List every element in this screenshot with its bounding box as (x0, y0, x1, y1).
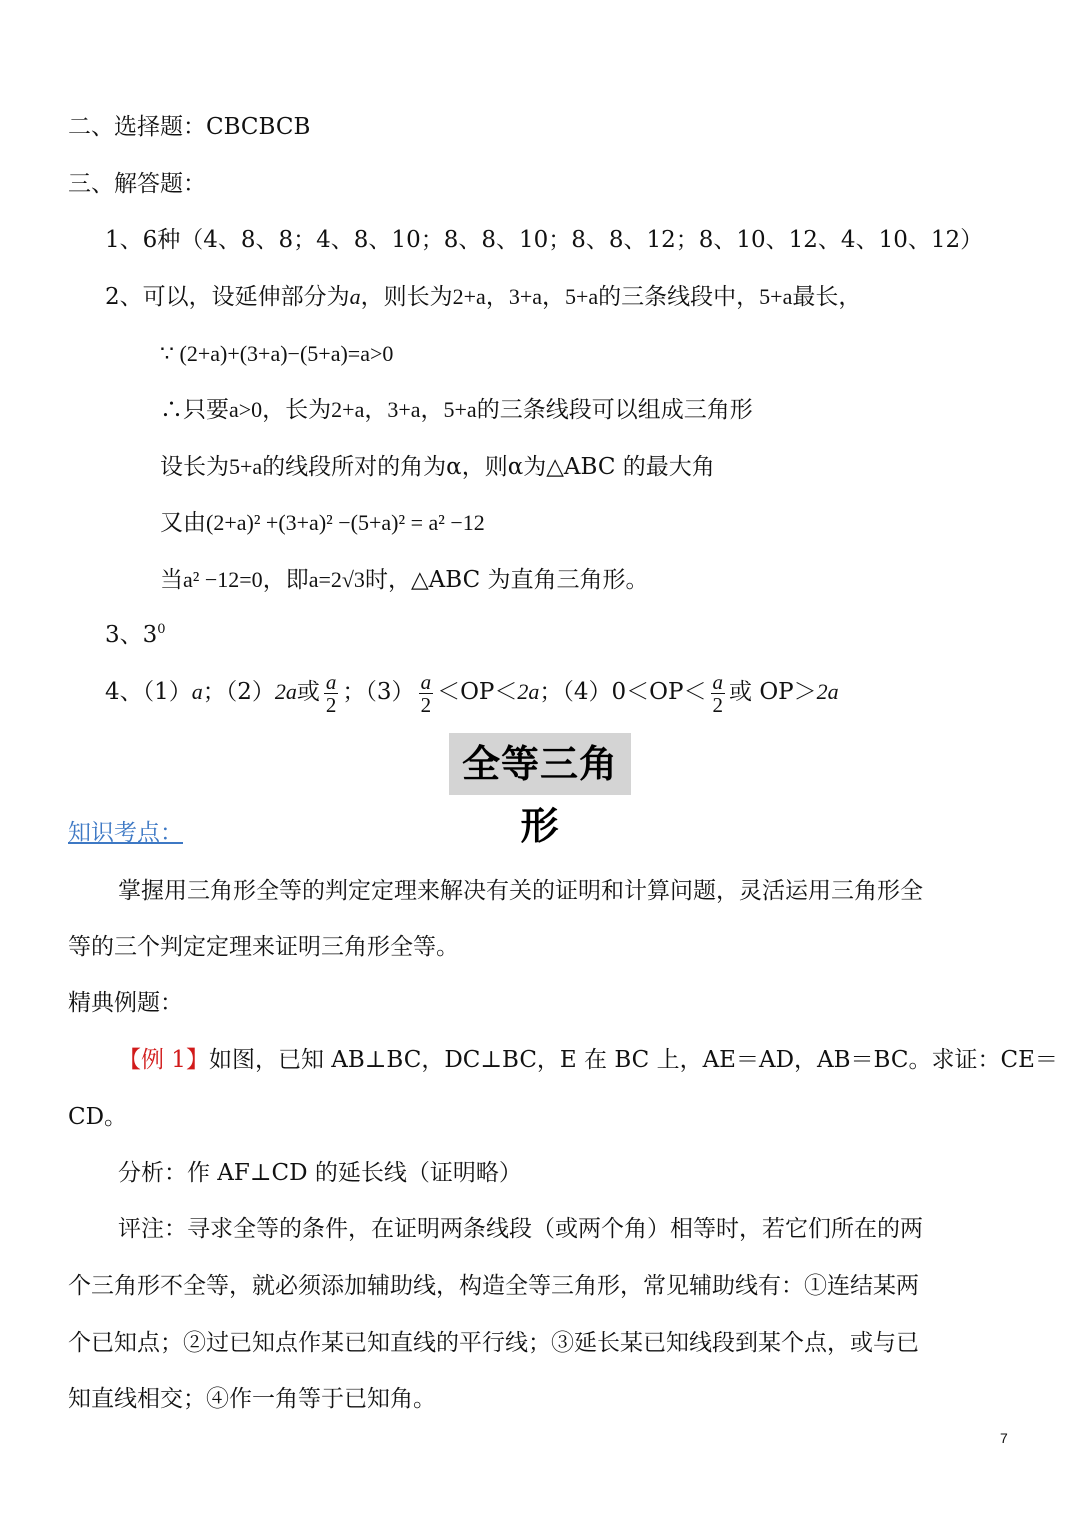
q2-when-mid: ，即 (262, 567, 309, 593)
q2-because-line: ∵ (2+a)+(3+a)−(5+a)=a>0 (160, 341, 394, 366)
frac-num: a (712, 669, 724, 694)
q2-also-line (160, 508, 485, 538)
q2-set-suffix: 的线段所对的角为α，则α为△ABC 的最大角 (262, 454, 715, 480)
q2-when-prefix: 当 (160, 567, 183, 593)
q2-therefore-mid: ，长为 (262, 397, 332, 423)
example1-text-1: 如图，已知 AB⊥BC，DC⊥BC，E 在 BC 上，AE＝AD，AB＝BC。求证：CE＝ (208, 1047, 1058, 1073)
q2-intro-text-3: 的三条线段中， (598, 284, 760, 310)
q2-when-expr: a² −12=0 (183, 567, 263, 592)
q2-therefore-cond: a>0 (229, 397, 263, 422)
example1-line-1 (118, 1045, 1058, 1075)
frac-den: 2 (712, 692, 724, 717)
q2-also-prefix: 又由 (160, 510, 206, 536)
q2-when-line (160, 565, 648, 595)
q4-part2: ；（2） (202, 679, 275, 705)
q2-len3: 5+a (564, 284, 599, 309)
q4-2a-c: 2a (816, 679, 839, 704)
q2-when-val: a=2√3 (308, 567, 365, 592)
choice-answers: 二、选择题：CBCBCB (68, 114, 311, 140)
q2-intro-text: 2、可以，设延伸部分为 (105, 284, 350, 310)
q2-len2: 3+a (508, 284, 542, 309)
q4-frac-3 (711, 671, 726, 716)
q4-frac-2 (419, 671, 434, 716)
q2-len1: 2+a (452, 284, 486, 309)
q4-part3b: ＜OP＜ (437, 679, 518, 705)
page-number: 7 (1000, 1430, 1008, 1446)
example1-analysis: 分析：作 AF⊥CD 的延长线（证明略） (118, 1160, 522, 1186)
q4-or: 或 (296, 679, 320, 705)
q4-part4: ；（4）0＜OP＜ (539, 679, 707, 705)
q2-intro-text-2: ，则长为 (360, 284, 453, 310)
answer-q2-intro: 2、可以，设延伸部分为a，则长为2+a，3+a，5+a的三条线段中，5+a最长， (105, 284, 862, 310)
section-title: 全等三角形 (461, 742, 618, 848)
example1-tag: 【例 1】 (118, 1047, 209, 1073)
q2-therefore-suffix: 的三条线段可以组成三角形 (476, 397, 753, 423)
q4-frac-1 (324, 671, 339, 716)
frac-den: 2 (420, 692, 432, 717)
q2-set-line (160, 452, 715, 482)
q3-superscript: 0 (157, 622, 166, 637)
example1-comment-1: 评注：寻求全等的条件，在证明两条线段（或两个角）相等时，若它们所在的两 (118, 1216, 923, 1242)
q2-t-len1: 2+a (331, 397, 365, 422)
answer-q4 (105, 668, 839, 716)
q2-t-len3: 5+a (443, 397, 477, 422)
q2-set-len: 5+a (229, 454, 263, 479)
q3-text: 3、3 (105, 622, 158, 648)
answer-q1: 1、6种（4、8、8；4、8、10；8、8、10；8、8、12；8、10、12、4、10、12） (105, 227, 984, 253)
q4-part3: ；（3） (342, 679, 415, 705)
q4-part4b: 或 OP＞ (729, 679, 817, 705)
q2-therefore-line: ∴只要a>0，长为2+a，3+a，5+a的三条线段可以组成三角形 (160, 397, 753, 423)
knowledge-text-1: 掌握用三角形全等的判定定理来解决有关的证明和计算问题，灵活运用三角形全 (118, 878, 923, 904)
q2-set-prefix: 设长为 (160, 454, 229, 480)
solution-heading: 三、解答题： (68, 171, 206, 197)
q2-when-suffix: 时，△ABC 为直角三角形。 (364, 567, 649, 593)
q4-part1: 4、（1） (105, 679, 192, 705)
q2-len3-again: 5+a (759, 284, 793, 309)
q2-also-expr: (2+a)² +(3+a)² −(5+a)² = a² −12 (206, 510, 485, 535)
example1-line-2: CD。 (68, 1104, 128, 1130)
q2-t-len2: 3+a (387, 397, 421, 422)
example1-comment-4: 知直线相交；④作一角等于已知角。 (68, 1386, 436, 1412)
frac-num: a (325, 669, 337, 694)
frac-den: 2 (325, 692, 337, 717)
frac-num: a (420, 669, 432, 694)
q4-2a-b: 2a (517, 679, 540, 704)
q2-therefore-prefix: ∴只要 (160, 397, 229, 423)
q4-a: a (191, 679, 203, 704)
q2-var-a: a (349, 284, 361, 309)
knowledge-text-2: 等的三个判定定理来证明三角形全等。 (68, 934, 459, 960)
answer-q3 (105, 620, 166, 650)
q4-2a: 2a (274, 679, 297, 704)
examples-label: 精典例题： (68, 990, 183, 1016)
example1-comment-2: 个三角形不全等，就必须添加辅助线，构造全等三角形，常见辅助线有：①连结某两 (68, 1273, 919, 1299)
q2-intro-text-4: 最长， (792, 284, 862, 310)
example1-comment-3: 个已知点；②过已知点作某已知直线的平行线；③延长某已知线段到某个点，或与已 (68, 1330, 919, 1356)
knowledge-label: 知识考点： (68, 820, 183, 846)
